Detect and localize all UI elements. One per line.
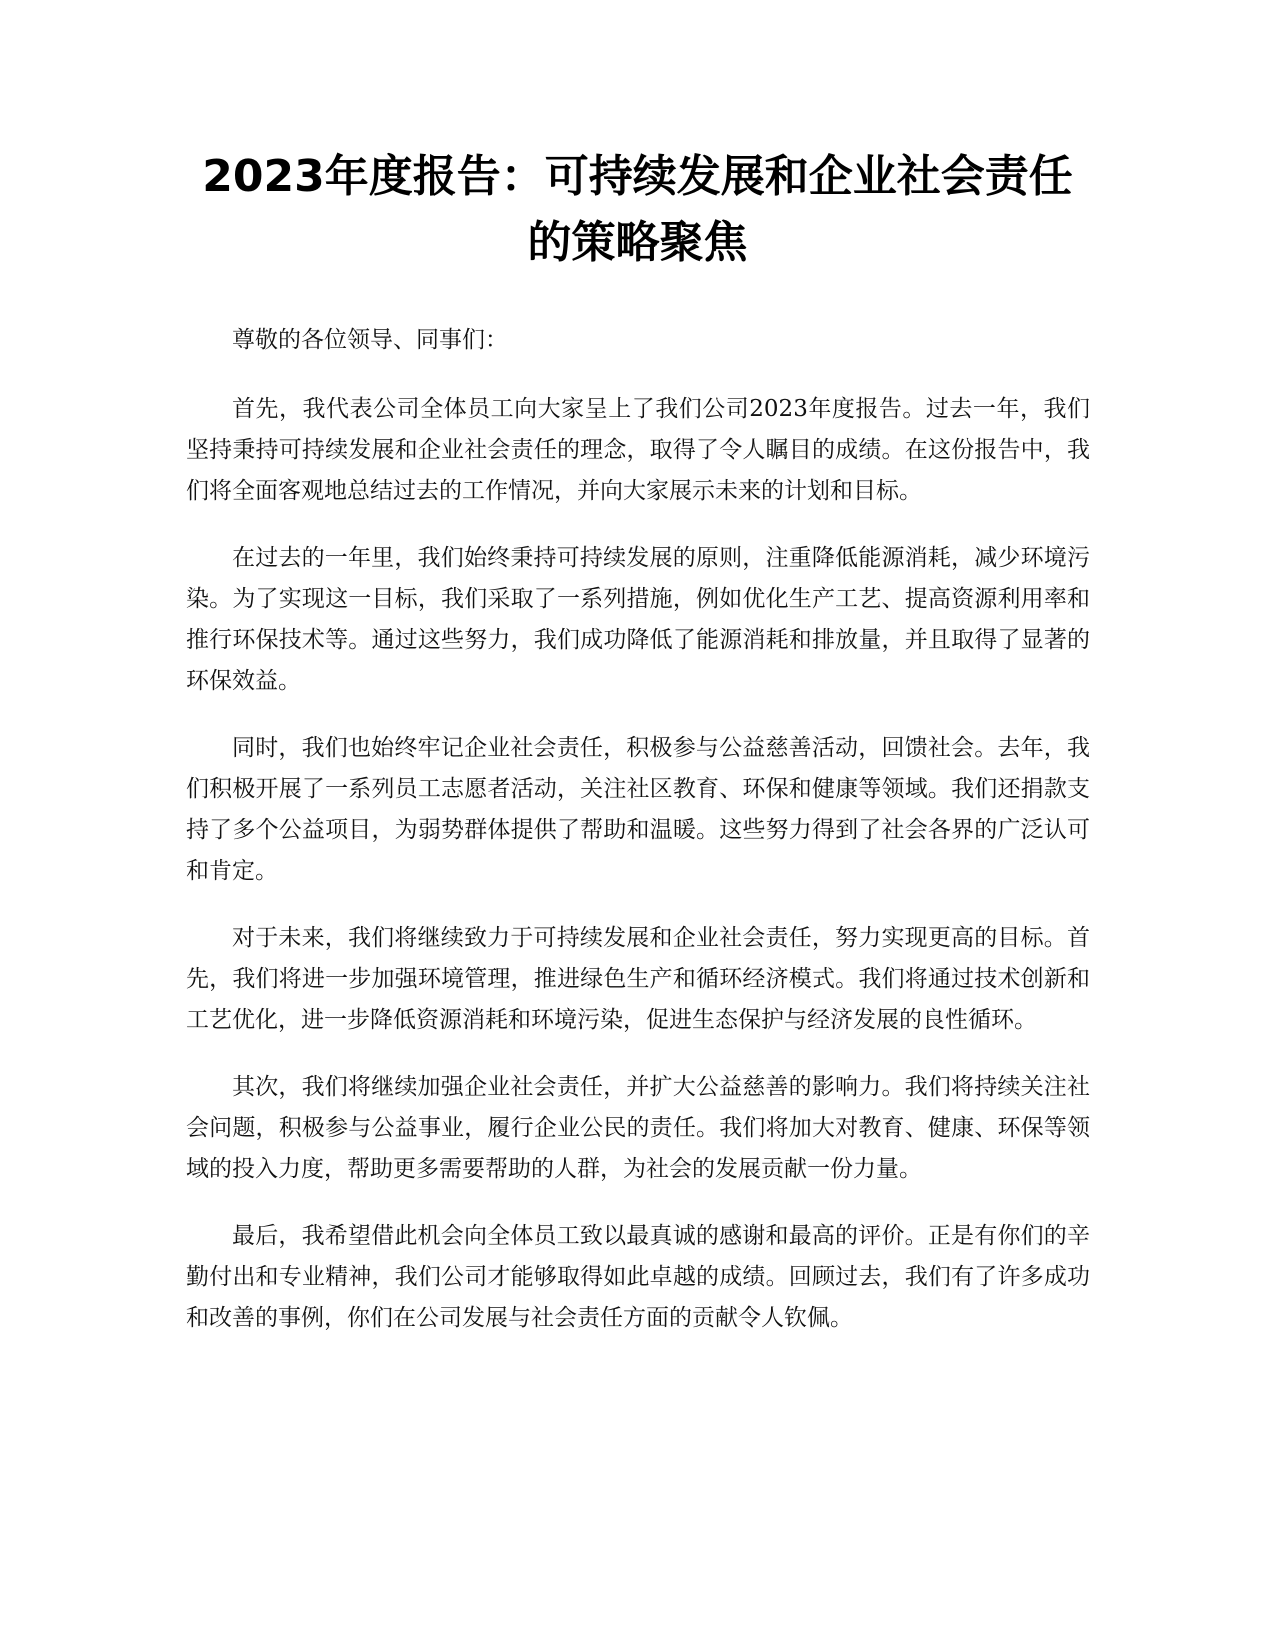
paragraph-social-responsibility: 同时，我们也始终牢记企业社会责任，积极参与公益慈善活动，回馈社会。去年，我们积极开展了一系列员工志愿者活动，关注社区教育、环保和健康等领域。我们还捐款支持了多个公益项目，为弱势群体提供了帮助和温暖。这些努力得到了社会各界的广泛认可和肯定。 — [186, 735, 1090, 884]
paragraph-closing: 最后，我希望借此机会向全体员工致以最真诚的感谢和最高的评价。正是有你们的辛勤付出和专业精神，我们公司才能够取得如此卓越的成绩。回顾过去，我们有了许多成功和改善的事例，你们在公司发展与社会责任方面的贡献令人钦佩。 — [186, 1223, 1090, 1331]
title-line-2: 的策略聚焦 — [527, 217, 748, 268]
page-title — [180, 144, 1095, 276]
title-line-1: 2023年度报告：可持续发展和企业社会责任 — [202, 151, 1073, 202]
salutation: 尊敬的各位领导、同事们： — [232, 327, 508, 353]
paragraph-intro: 首先，我代表公司全体员工向大家呈上了我们公司2023年度报告。过去一年，我们坚持秉持可持续发展和企业社会责任的理念，取得了令人瞩目的成绩。在这份报告中，我们将全面客观地总结过去的工作情况，并向大家展示未来的计划和目标。 — [186, 396, 1090, 504]
document-body — [186, 320, 1090, 1365]
paragraph-future-goals: 对于未来，我们将继续致力于可持续发展和企业社会责任，努力实现更高的目标。首先，我们将进一步加强环境管理，推进绿色生产和循环经济模式。我们将通过技术创新和工艺优化，进一步降低资源消耗和环境污染，促进生态保护与经济发展的良性循环。 — [186, 925, 1090, 1033]
paragraph-sustainability: 在过去的一年里，我们始终秉持可持续发展的原则，注重降低能源消耗，减少环境污染。为了实现这一目标，我们采取了一系列措施，例如优化生产工艺、提高资源利用率和推行环保技术等。通过这些努力，我们成功降低了能源消耗和排放量，并且取得了显著的环保效益。 — [186, 545, 1090, 694]
paragraph-next-steps: 其次，我们将继续加强企业社会责任，并扩大公益慈善的影响力。我们将持续关注社会问题，积极参与公益事业，履行企业公民的责任。我们将加大对教育、健康、环保等领域的投入力度，帮助更多需要帮助的人群，为社会的发展贡献一份力量。 — [186, 1074, 1090, 1182]
